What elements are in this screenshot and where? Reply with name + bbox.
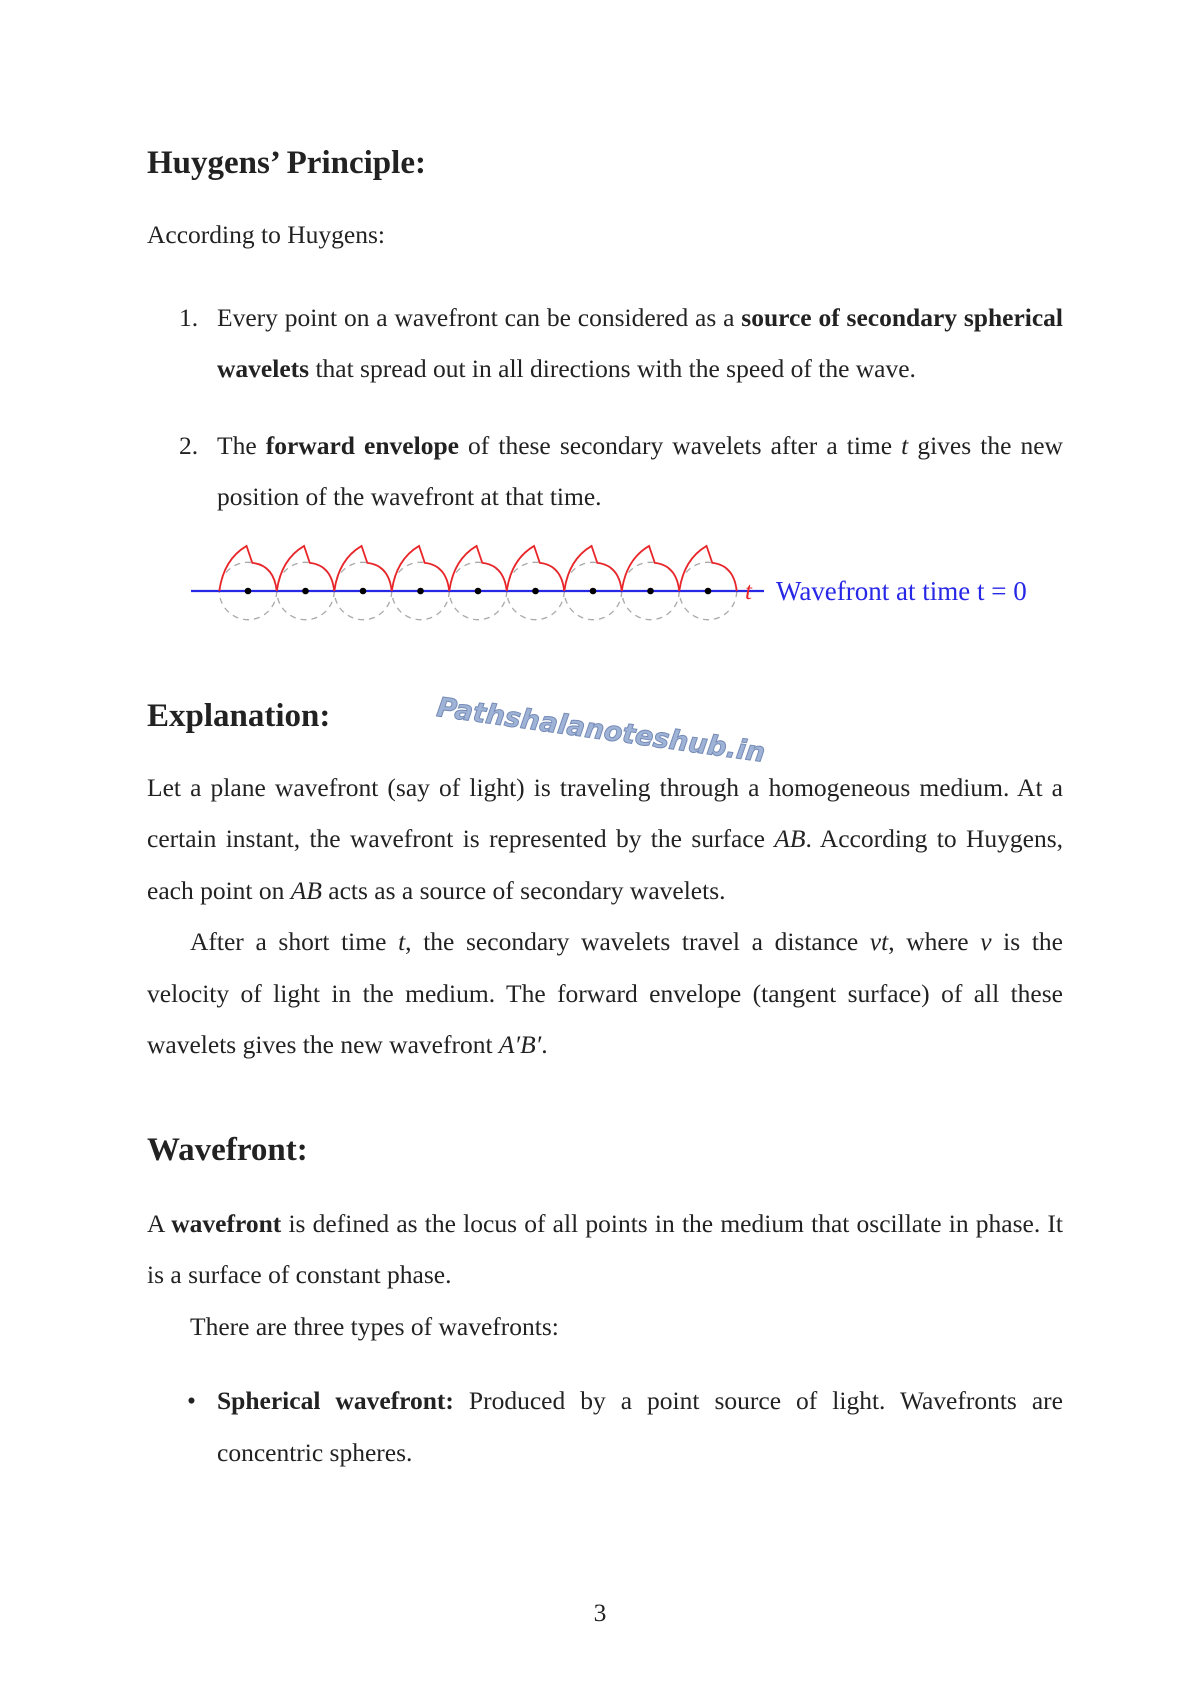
envelope-segment bbox=[679, 545, 736, 590]
text-run: After a short time bbox=[190, 927, 399, 956]
envelope-segment bbox=[392, 545, 449, 590]
source-point bbox=[590, 587, 597, 594]
source-point bbox=[417, 587, 424, 594]
bullet-text bbox=[217, 1386, 1063, 1467]
text-run: , where bbox=[888, 927, 981, 956]
list-item-text bbox=[217, 303, 1063, 384]
math-symbol: vt bbox=[869, 927, 889, 956]
source-point bbox=[302, 587, 309, 594]
math-symbol: AB bbox=[774, 824, 806, 853]
text-run: . bbox=[541, 1030, 548, 1059]
list-item-1 bbox=[179, 292, 1063, 395]
heading-huygens-principle: Huygens’ Principle: bbox=[147, 145, 426, 181]
explanation-paragraph-1 bbox=[147, 762, 1063, 917]
math-symbol: t bbox=[901, 430, 909, 460]
source-point bbox=[647, 587, 654, 594]
text-run: is the velocity of light in the medium. The forward envelope (tangent surface) of all these wavelets gives the new wavefront bbox=[147, 927, 1063, 1059]
heading-explanation: Explanation: bbox=[147, 697, 331, 734]
source-point bbox=[360, 587, 367, 594]
bold-term: wavefront bbox=[171, 1208, 282, 1238]
envelope-segment bbox=[449, 545, 506, 590]
text-run: According to Huygens: bbox=[147, 220, 385, 249]
bold-term: source of secondary spherical wavelets bbox=[217, 302, 1063, 383]
bold-term: Spherical wavefront: bbox=[217, 1386, 454, 1415]
text-run: acts as a source of secondary wavelets. bbox=[321, 875, 726, 905]
list-marker: 1. bbox=[179, 302, 199, 332]
bullet-spherical-wavefront bbox=[187, 1375, 1063, 1478]
source-point bbox=[705, 587, 712, 594]
wavefront-paragraph-2 bbox=[147, 1301, 1063, 1353]
source-point bbox=[532, 587, 539, 594]
text-run: . According to Huygens, each point on bbox=[147, 824, 1063, 905]
bold-term: forward envelope bbox=[265, 430, 459, 460]
math-symbol: v bbox=[980, 927, 992, 956]
math-symbol: t bbox=[398, 927, 406, 956]
math-symbol: A′B′ bbox=[498, 1030, 542, 1059]
text-run: , the secondary wavelets travel a distance bbox=[405, 927, 870, 956]
envelope-segment bbox=[277, 545, 334, 590]
source-point bbox=[475, 587, 482, 594]
text-run: There are three types of wavefronts: bbox=[190, 1311, 559, 1341]
intro-text bbox=[147, 209, 1063, 261]
math-symbol: AB bbox=[290, 875, 322, 905]
text-run: A bbox=[147, 1208, 172, 1238]
forward-envelope bbox=[219, 545, 736, 590]
envelope-segment bbox=[507, 545, 564, 590]
wavefront-paragraph-1 bbox=[147, 1198, 1063, 1301]
bullet-marker: • bbox=[187, 1386, 196, 1415]
envelope-segment bbox=[334, 545, 391, 590]
text-run: that spread out in all directions with the speed of the wave. bbox=[309, 354, 916, 383]
wavefront-label: Wavefront at time t = 0 bbox=[776, 575, 1027, 606]
source-point bbox=[245, 587, 252, 594]
list-item-2 bbox=[179, 420, 1063, 523]
explanation-paragraph-2 bbox=[147, 916, 1063, 1071]
text-run: Produced by a point source of light. Wavefronts are concentric spheres. bbox=[217, 1386, 1063, 1467]
watermark: Pathshalanoteshub.in bbox=[434, 691, 767, 769]
text-run: Let a plane wavefront (say of light) is traveling through a homogeneous medium. At a certain instant, the wavefront is represented by the surface bbox=[147, 772, 1063, 853]
heading-explanation-container bbox=[147, 691, 1200, 769]
page-number: 3 bbox=[593, 1598, 607, 1627]
huygens-wavelet-diagram bbox=[0, 530, 1200, 640]
t-label: t bbox=[745, 577, 752, 605]
text-run: of these secondary wavelets after a time bbox=[458, 430, 902, 460]
text-run: gives the new position of the wavefront at that time. bbox=[217, 430, 1063, 511]
text-run: Every point on a wavefront can be considered as a bbox=[217, 302, 742, 332]
envelope-segment bbox=[564, 545, 621, 590]
envelope-segment bbox=[219, 545, 276, 590]
text-run: The bbox=[217, 430, 266, 460]
envelope-segment bbox=[622, 545, 679, 590]
list-item-text bbox=[217, 431, 1063, 512]
text-run: is defined as the locus of all points in the medium that oscillate in phase. It is a surface of constant phase. bbox=[147, 1208, 1064, 1289]
page-content bbox=[0, 143, 1200, 1478]
heading-wavefront: Wavefront: bbox=[147, 1131, 308, 1168]
list-marker: 2. bbox=[179, 430, 199, 460]
